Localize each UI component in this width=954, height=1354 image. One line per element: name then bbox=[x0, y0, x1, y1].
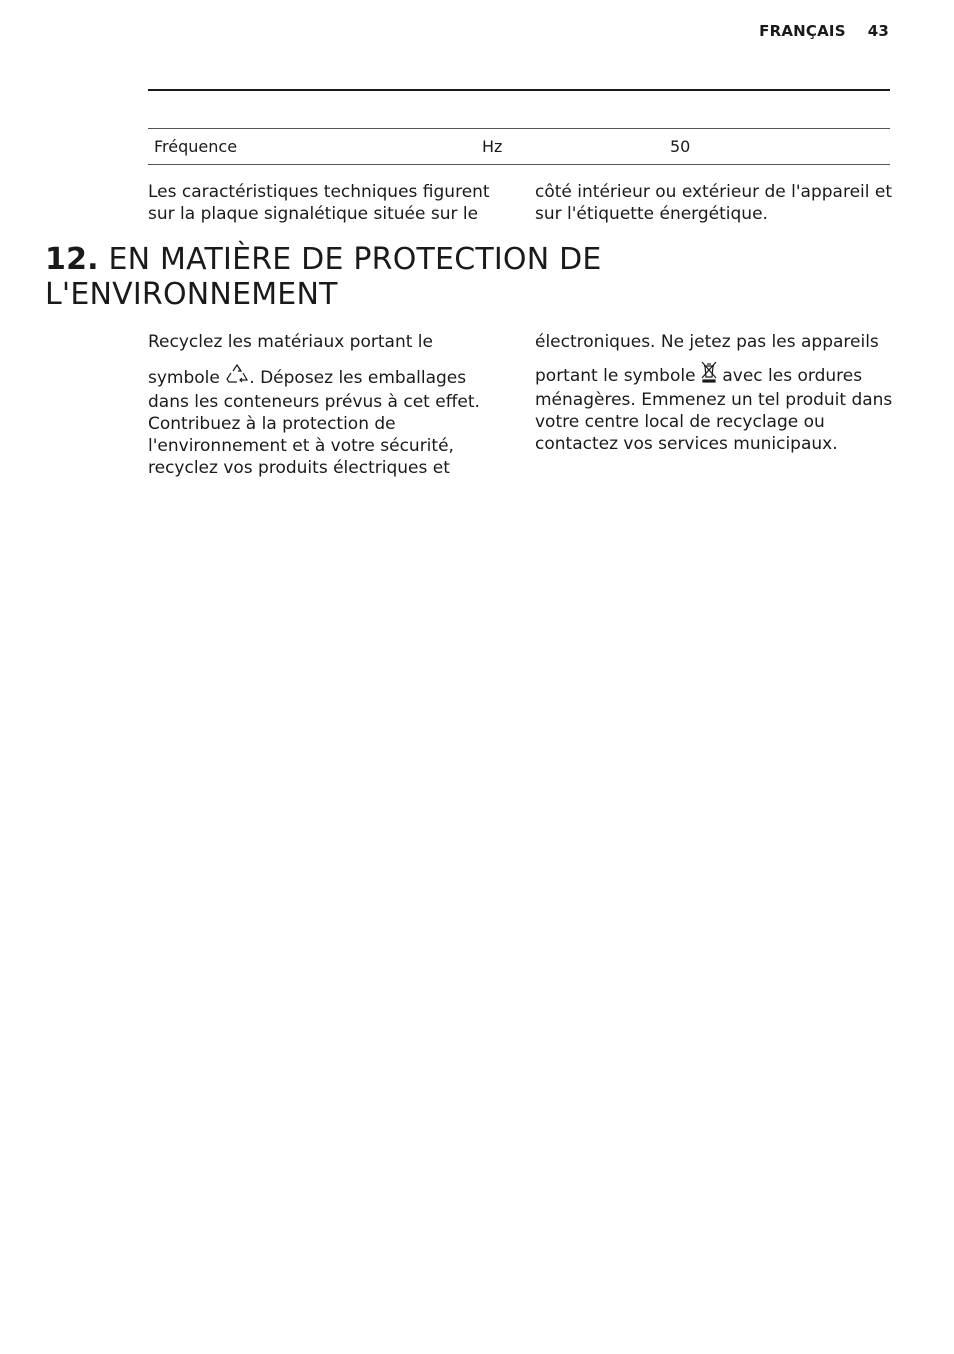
env-text-col1 bbox=[148, 331, 508, 479]
section-number: 12. bbox=[45, 242, 99, 277]
table-cell-value: 50 bbox=[670, 129, 890, 165]
page-header bbox=[759, 22, 889, 40]
section-title-line1: EN MATIÈRE DE PROTECTION DE bbox=[108, 242, 602, 277]
header-language: FRANÇAIS bbox=[759, 22, 846, 40]
env-col2-before: portant le symbole bbox=[535, 366, 701, 386]
page-number: 43 bbox=[867, 22, 889, 40]
env-col2-line1: électroniques. Ne jetez pas les appareils bbox=[535, 332, 879, 352]
env-col1-line1: Recyclez les matériaux portant le bbox=[148, 332, 433, 352]
env-col1-after: . Déposez les emballages dans les conteneurs prévus à cet effet. Contribuez à la protection de l'environnement et à votre sécurité, recyclez vos produits électriques et bbox=[148, 368, 480, 478]
intro-text-col1: Les caractéristiques techniques figurent sur la plaque signalétique située sur le bbox=[148, 182, 490, 224]
table-cell-label: Fréquence bbox=[148, 129, 482, 165]
env-col1-before: symbole bbox=[148, 368, 226, 388]
table-cell-unit: Hz bbox=[482, 129, 670, 165]
intro-text-col2: côté intérieur ou extérieur de l'appareil et sur l'étiquette énergétique. bbox=[535, 182, 893, 224]
env-col2-after: avec les ordures ménagères. Emmenez un tel produit dans votre centre local de recyclage ou contactez vos services municipaux. bbox=[535, 366, 893, 454]
env-text-col2 bbox=[535, 331, 895, 455]
crossed-bin-icon bbox=[701, 361, 717, 389]
spec-table bbox=[148, 89, 890, 165]
table-row bbox=[148, 129, 890, 165]
section-title-line2: L'ENVIRONNEMENT bbox=[45, 277, 338, 312]
section-title bbox=[45, 242, 602, 312]
table-header-row bbox=[148, 90, 890, 129]
recycle-icon bbox=[225, 363, 249, 391]
